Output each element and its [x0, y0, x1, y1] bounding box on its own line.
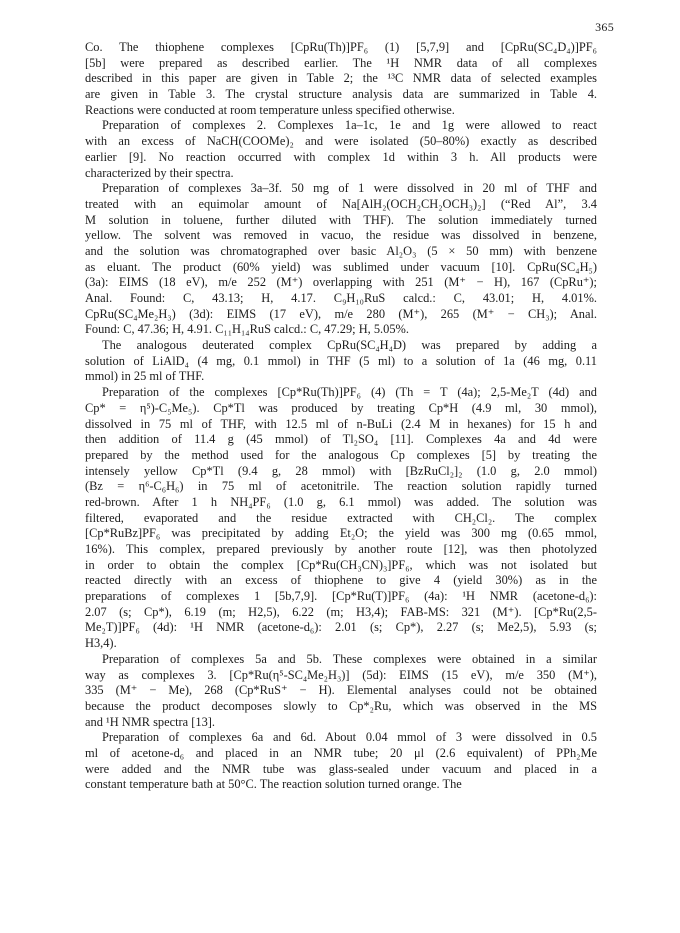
text-line: and the solution was chromatographed over basic Al₂O₃ (5 × 50 mm) with benzene	[85, 243, 597, 258]
text-line: 335 (M⁺ − Me), 268 (Cp*RuS⁺ − H). Elemental analyses could not be obtained	[85, 683, 597, 698]
text-line: Anal. Found: C, 43.13; H, 4.17. C₉H₁₀RuS calcd.: C, 43.01; H, 4.01%.	[85, 291, 597, 305]
text-line: then addition of 11.4 g (45 mmol) of Tl₂SO₄ [11]. Complexes 4a and 4d were	[85, 432, 597, 447]
text-line: Me₂T)]PF₆ (4d): ¹H NMR (acetone-d₆): 2.01 (s; Cp*), 2.27 (s; Me2,5), 5.93 (s;	[85, 620, 597, 635]
text-line: Preparation of complexes 3a–3f. 50 mg of 1 were dissolved in 20 ml of THF and	[102, 181, 597, 196]
text-line: CpRu(SC₄Me₂H₃) (3d): EIMS (17 eV), m/e 280 (M⁺), 265 (M⁺ − CH₃); Anal.	[85, 306, 597, 321]
text-line: in order to obtain the complex [Cp*Ru(CH₃CN)₃]PF₆, which was not isolated but	[85, 557, 597, 572]
text-line: Cp* = η⁵)-C₅Me₅). Cp*Tl was produced by treating Cp*H (4.9 ml, 30 mmol),	[85, 400, 597, 415]
text-line: Preparation of complexes 5a and 5b. These complexes were obtained in a similar	[102, 651, 597, 666]
text-line: Preparation of the complexes [Cp*Ru(Th)]PF₆ (4) (Th = T (4a); 2,5-Me₂T (4d) and	[102, 385, 597, 400]
text-line: 16%). This complex, prepared previously by another route [12], was then photolyzed	[85, 542, 597, 556]
text-line: dissolved in 75 ml of THF, with 12.5 ml of n-BuLi (2.4 M in hexanes) for 15 h and	[85, 416, 597, 431]
text-line: The analogous deuterated complex CpRu(SC₄H₄D) was prepared by adding a	[102, 338, 597, 353]
text-line: Co. The thiophene complexes [CpRu(Th)]PF₆ (1) [5,7,9] and [CpRu(SC₄D₄)]PF₆	[85, 40, 597, 54]
text-line: solution of LiAlD₄ (4 mg, 0.1 mmol) in THF (5 ml) to a solution of 1a (46 mg, 0.11	[85, 353, 597, 368]
text-line: described in this paper are given in Table 2; the ¹³C NMR data of selected examples	[85, 71, 597, 86]
paragraph	[85, 118, 597, 181]
paragraph	[85, 338, 597, 385]
article-body-text	[85, 40, 597, 793]
text-line: Found: C, 47.36; H, 4.91. C₁₁H₁₄RuS calcd.: C, 47.29; H, 5.05%.	[85, 322, 409, 337]
paragraph	[85, 652, 597, 730]
text-line: were added and the NMR tube was glass-sealed under vacuum and placed in a	[85, 761, 597, 776]
paragraph	[85, 181, 597, 338]
paragraph	[85, 40, 597, 118]
text-line: red-brown. After 1 h NH₄PF₆ (1.0 g, 6.1 mmol) was added. The solution was	[85, 494, 597, 509]
text-line: as eluant. The product (60% yield) was sublimed under vacuum [10]. CpRu(SC₄H₅)	[85, 259, 597, 274]
text-line: mmol) in 25 ml of THF.	[85, 369, 205, 384]
text-line: ml of acetone-d₆ and placed in an NMR tube; 20 μl (2.6 equivalent) of PPh₂Me	[85, 745, 597, 760]
text-line: Preparation of complexes 6a and 6d. About 0.04 mmol of 3 were dissolved in 0.5	[102, 730, 597, 745]
paragraph	[85, 385, 597, 652]
text-line: treated with an equimolar amount of Na[AlH₂(OCH₂CH₂OCH₃)₂] (“Red Al”, 3.4	[85, 196, 597, 211]
text-line: characterized by their spectra.	[85, 165, 234, 180]
text-line: (3a): EIMS (18 eV), m/e 252 (M⁺) overlapping with 251 (M⁺ − H), 167 (CpRu⁺);	[85, 275, 597, 290]
text-line: are given in Table 3. The crystal structure analysis data are summarized in Table 4.	[85, 87, 597, 102]
text-line: earlier [9]. No reaction occurred with complex 1d within 3 h. All products were	[85, 149, 597, 164]
text-line: and ¹H NMR spectra [13].	[85, 714, 215, 729]
text-line: filtered, evaporated and the residue extracted with CH₂Cl₂. The complex	[85, 510, 597, 525]
text-line: preparations of complexes 1 [5b,7,9]. [Cp*Ru(T)]PF₆ (4a): ¹H NMR (acetone-d₆):	[85, 589, 597, 604]
page-number: 365	[595, 20, 614, 34]
text-line: because the product decomposes slowly to Cp*₂Ru, which was observed in the MS	[85, 698, 597, 713]
text-line: 2.07 (s; Cp*), 6.19 (m; H2,5), 6.22 (m; H3,4); FAB-MS: 321 (M⁺). [Cp*Ru(2,5-	[85, 604, 597, 619]
text-line: intensely yellow Cp*Tl (9.4 g, 28 mmol) with [BzRuCl₂]₂ (1.0 g, 2.0 mmol)	[85, 463, 597, 478]
text-line: reacted directly with an excess of thiophene to give 4 (yield 30%) as in the	[85, 573, 597, 588]
text-line: H3,4).	[85, 636, 117, 651]
text-line: way as complexes 3. [Cp*Ru(η⁵-SC₄Me₂H₃)] (5d): EIMS (15 eV), m/e 350 (M⁺),	[85, 667, 597, 682]
text-line: [5b] were prepared as described earlier. The ¹H NMR data of all complexes	[85, 55, 597, 70]
text-line: Preparation of complexes 2. Complexes 1a–1c, 1e and 1g were allowed to react	[102, 118, 597, 133]
text-line: (Bz = η⁶-C₆H₆) in 75 ml of acetonitrile. The reaction solution rapidly turned	[85, 479, 597, 494]
text-line: prepared by the method used for the analogous Cp complexes [5] by treating the	[85, 447, 597, 462]
text-line: Reactions were conducted at room temperature unless specified otherwise.	[85, 102, 455, 117]
paragraph	[85, 730, 597, 793]
text-line: M solution in toluene, further diluted with THF). The solution immediately turned	[85, 212, 597, 227]
text-line: [Cp*RuBz]PF₆ was precipitated by adding Et₂O; the yield was 300 mg (0.65 mmol,	[85, 526, 597, 541]
text-line: yellow. The solvent was removed in vacuo, the residue was dissolved in benzene,	[85, 228, 597, 243]
text-line: constant temperature bath at 50°C. The reaction solution turned orange. The	[85, 777, 462, 792]
text-line: with an excess of NaCH(COOMe)₂ and were isolated (50–80%) exactly as described	[85, 134, 597, 149]
